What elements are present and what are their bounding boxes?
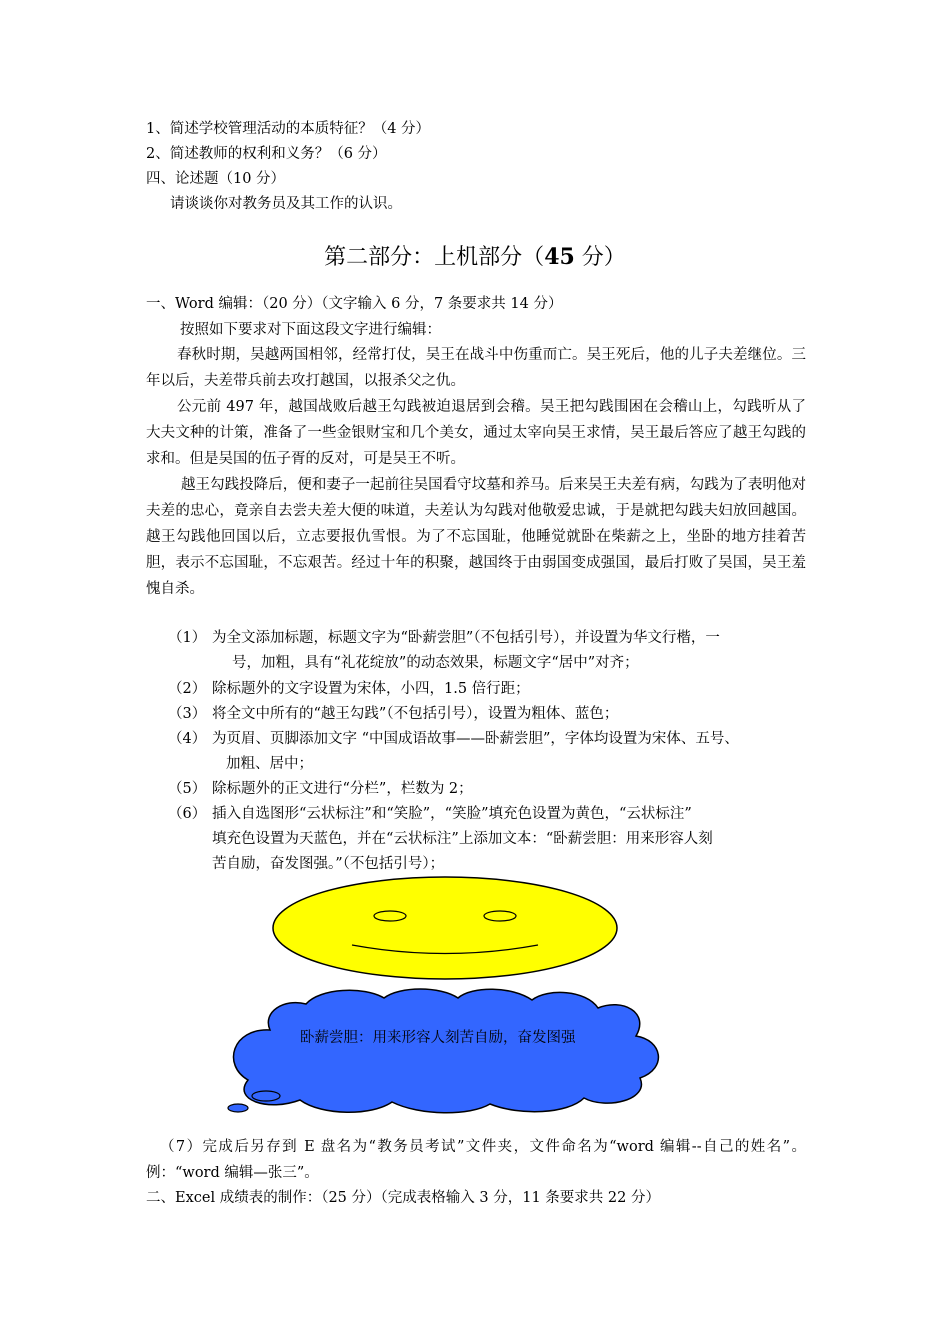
excel-task-heading: 二、Excel 成绩表的制作：（25 分）（完成表格输入 3 分，11 条要求共 22 分）: [146, 1190, 660, 1206]
essay-question: 请谈谈你对教务员及其工作的认识。: [170, 196, 402, 212]
word-task-intro: 按照如下要求对下面这段文字进行编辑：: [180, 322, 441, 338]
story-paragraph-2: 公元前 497 年，越国战败后越王勾践被迫退居到会稽。吴王把勾践围困在会稽山上，勾践听从了大夫文种的计策，准备了一些金银财宝和几个美女，通过太宰向吴王求情，吴王最后答应了越王勾践的求和。但是吴国的伍子胥的反对，可是吴王不听。: [146, 399, 806, 467]
story-paragraph-1: 春秋时期，吴越两国相邻，经常打仗，吴王在战斗中伤重而亡。吴王死后，他的儿子夫差继位。三年以后，夫差带兵前去攻打越国，以报杀父之仇。: [146, 347, 806, 389]
section-4-heading: 四、论述题（10 分）: [146, 171, 286, 187]
requirement-1: （1） 为全文添加标题，标题文字为“卧薪尝胆”（不包括引号），并设置为华文行楷，一 号，加粗，具有“礼花绽放”的动态效果，标题文字“居中”对齐；: [168, 630, 720, 671]
requirement-4: （4） 为页眉、页脚添加文字 “中国成语故事——卧薪尝胆”，字体均设置为宋体、五号、 加粗、居中；: [168, 731, 739, 772]
requirement-2: （2） 除标题外的文字设置为宋体，小四，1.5 倍行距；: [168, 681, 530, 697]
word-task-heading: 一、Word 编辑：（20 分）（文字输入 6 分，7 条要求共 14 分）: [146, 296, 563, 312]
smiley-face-shape: [273, 877, 617, 979]
question-2: 2、简述教师的权利和义务？（6 分）: [146, 146, 387, 162]
requirement-5: （5） 除标题外的正文进行“分栏”，栏数为 2；: [168, 781, 473, 797]
requirement-3: （3） 将全文中所有的“越王勾践”（不包括引号），设置为粗体、蓝色；: [168, 706, 619, 722]
cloud-callout-text: 卧薪尝胆：用来形容人刻苦自励，奋发图强: [300, 1030, 576, 1046]
requirement-7: （7）完成后另存到 E 盘名为“教务员考试”文件夹，文件命名为“word 编辑--自己的姓名”。例：“word 编辑—张三”。: [146, 1139, 806, 1181]
question-1: 1、简述学校管理活动的本质特征？（4 分）: [146, 121, 431, 137]
cloud-tail-bubble-small: [228, 1104, 248, 1112]
part2-title: 第二部分：上机部分（45 分）: [324, 244, 626, 270]
cloud-tail-bubble-large: [252, 1091, 280, 1101]
story-paragraph-3: 越王勾践投降后，便和妻子一起前往吴国看守坟墓和养马。后来吴王夫差有病，勾践为了表明他对夫差的忠心，竟亲自去尝夫差大便的味道，夫差认为勾践对他敬爱忠诚，于是就把勾践夫妇放回越国。越王勾践他回国以后，立志要报仇雪恨。为了不忘国耻，他睡觉就卧在柴薪之上，坐卧的地方挂着苦胆，表示不忘国耻，不忘艰苦。经过十年的积聚，越国终于由弱国变成强国，最后打败了吴国，吴王羞愧自杀。: [146, 477, 806, 597]
requirement-6: （6） 插入自选图形“云状标注”和“笑脸”，“笑脸”填充色设置为黄色，“云状标注” 填充色设置为天蓝色，并在“云状标注”上添加文本：“卧薪尝胆：用来形容人刻 苦自励，奋发图强。”（不包括引号）；: [168, 806, 713, 872]
